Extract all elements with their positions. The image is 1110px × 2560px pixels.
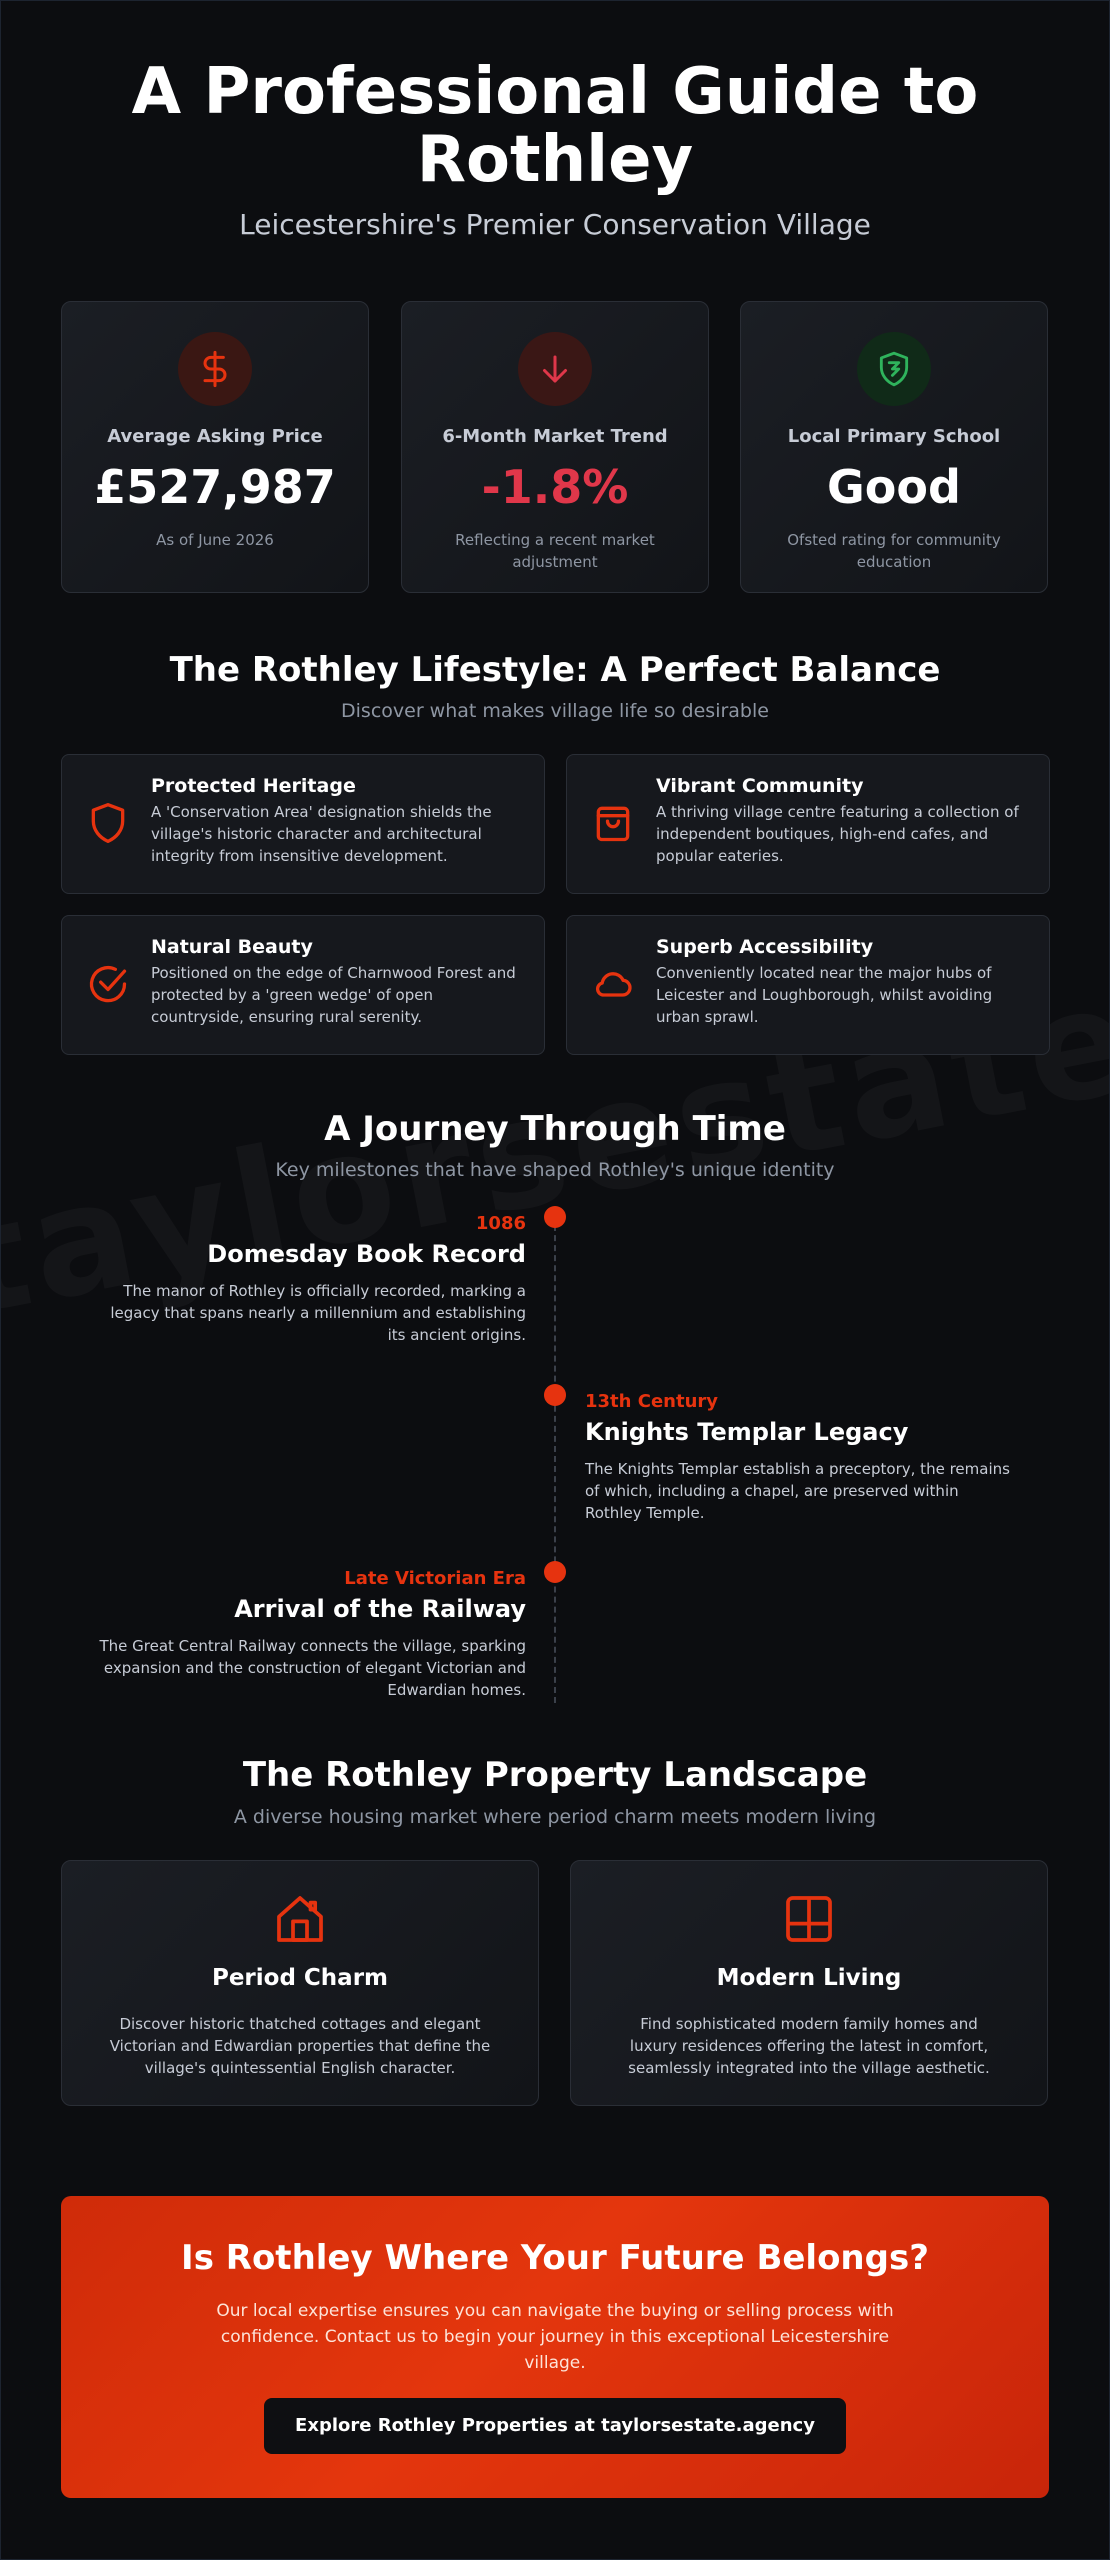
stat-label: 6-Month Market Trend xyxy=(442,426,668,447)
stat-note: Reflecting a recent market adjustment xyxy=(455,531,655,571)
timeline-date: 13th Century xyxy=(585,1391,718,1412)
property-subtitle: A diverse housing market where period charm meets modern living xyxy=(233,1806,877,1828)
page-title: A Professional Guide to Rothley xyxy=(131,55,979,197)
feature-desc: A thriving village centre featuring a collection of independent boutiques, high-end cafes, and popular eateries. xyxy=(656,803,1019,865)
stat-note: Ofsted rating for community education xyxy=(787,531,1001,571)
timeline-item-desc: The manor of Rothley is officially recorded, marking a legacy that spans nearly a millennium and establishing its ancient origins. xyxy=(110,1282,526,1344)
property-card-modern xyxy=(570,1860,1048,2106)
cta-desc: Our local expertise ensures you can navigate the buying or selling process with confidence. Contact us to begin your journey in this exceptional Leicestershire village. xyxy=(216,2301,894,2373)
timeline-item-desc: The Knights Templar establish a preceptory, the remains of which, including a chapel, are preserved within Rothley Temple. xyxy=(585,1460,1010,1522)
stat-card-school xyxy=(740,301,1048,593)
feature-card-community xyxy=(566,754,1050,894)
stat-value: -1.8% xyxy=(481,460,629,514)
timeline-item xyxy=(96,1568,526,1701)
feature-title: Natural Beauty xyxy=(151,936,313,958)
feature-title: Superb Accessibility xyxy=(656,936,874,958)
house-icon xyxy=(272,1891,328,1947)
explore-properties-button[interactable]: Explore Rothley Properties at taylorsestate.agency xyxy=(264,2398,846,2454)
timeline-date: 1086 xyxy=(475,1213,526,1234)
property-card-title: Modern Living xyxy=(716,1965,902,1991)
stat-card-trend xyxy=(401,301,709,593)
property-card-period xyxy=(61,1860,539,2106)
dollar-icon xyxy=(178,332,252,406)
feature-card-nature xyxy=(61,915,545,1055)
shopping-bag-icon xyxy=(591,801,635,845)
feature-card-access xyxy=(566,915,1050,1055)
timeline-line xyxy=(554,1215,556,1703)
property-card-desc: Find sophisticated modern family homes and luxury residences offering the latest in comfort, seamlessly integrated into the village aesthetic. xyxy=(628,2015,990,2077)
feature-desc: Conveniently located near the major hubs of Leicester and Loughborough, whilst avoiding urban sprawl. xyxy=(656,964,993,1026)
timeline-item-desc: The Great Central Railway connects the village, sparking expansion and the construction of elegant Victorian and Edwardian homes. xyxy=(99,1637,526,1699)
property-card-desc: Discover historic thatched cottages and elegant Victorian and Edwardian properties that define the village's quintessential English character. xyxy=(109,2015,491,2077)
timeline-subtitle: Key milestones that have shaped Rothley's unique identity xyxy=(275,1159,835,1181)
cta-title: Is Rothley Where Your Future Belongs? xyxy=(181,2238,929,2278)
property-title: The Rothley Property Landscape xyxy=(242,1755,868,1795)
timeline-dot xyxy=(544,1206,566,1228)
timeline-item xyxy=(96,1213,526,1346)
feature-title: Vibrant Community xyxy=(656,775,864,797)
stat-label: Local Primary School xyxy=(787,426,1001,447)
timeline-dot xyxy=(544,1561,566,1583)
cta-panel xyxy=(61,2196,1049,2498)
property-card-title: Period Charm xyxy=(211,1965,389,1991)
feature-desc: Positioned on the edge of Charnwood Forest and protected by a 'green wedge' of open countryside, ensuring rural serenity. xyxy=(151,964,516,1026)
stat-value: £527,987 xyxy=(94,460,336,514)
stat-value: Good xyxy=(827,460,961,514)
check-circle-icon xyxy=(86,962,130,1006)
page-subtitle: Leicestershire's Premier Conservation Village xyxy=(239,208,871,241)
stat-label: Average Asking Price xyxy=(107,426,323,447)
window-icon xyxy=(781,1891,837,1947)
timeline-dot xyxy=(544,1384,566,1406)
shield-icon xyxy=(86,801,130,845)
timeline-date: Late Victorian Era xyxy=(344,1568,526,1589)
timeline-item-title: Domesday Book Record xyxy=(207,1240,526,1268)
lifestyle-title: The Rothley Lifestyle: A Perfect Balance xyxy=(169,650,941,690)
cloud-icon xyxy=(591,962,635,1006)
timeline-item-title: Knights Templar Legacy xyxy=(585,1418,909,1446)
feature-card-heritage xyxy=(61,754,545,894)
stat-card-price xyxy=(61,301,369,593)
timeline-title: A Journey Through Time xyxy=(324,1109,786,1149)
lifestyle-subtitle: Discover what makes village life so desirable xyxy=(341,700,769,722)
arrow-down-icon xyxy=(518,332,592,406)
shield-badge-icon xyxy=(857,332,931,406)
feature-title: Protected Heritage xyxy=(151,775,356,797)
timeline-item-title: Arrival of the Railway xyxy=(234,1595,526,1623)
timeline-item xyxy=(585,1391,1015,1524)
feature-desc: A 'Conservation Area' designation shields the village's historic character and architectural integrity from insensitive development. xyxy=(151,803,492,865)
stat-note: As of June 2026 xyxy=(156,531,274,549)
